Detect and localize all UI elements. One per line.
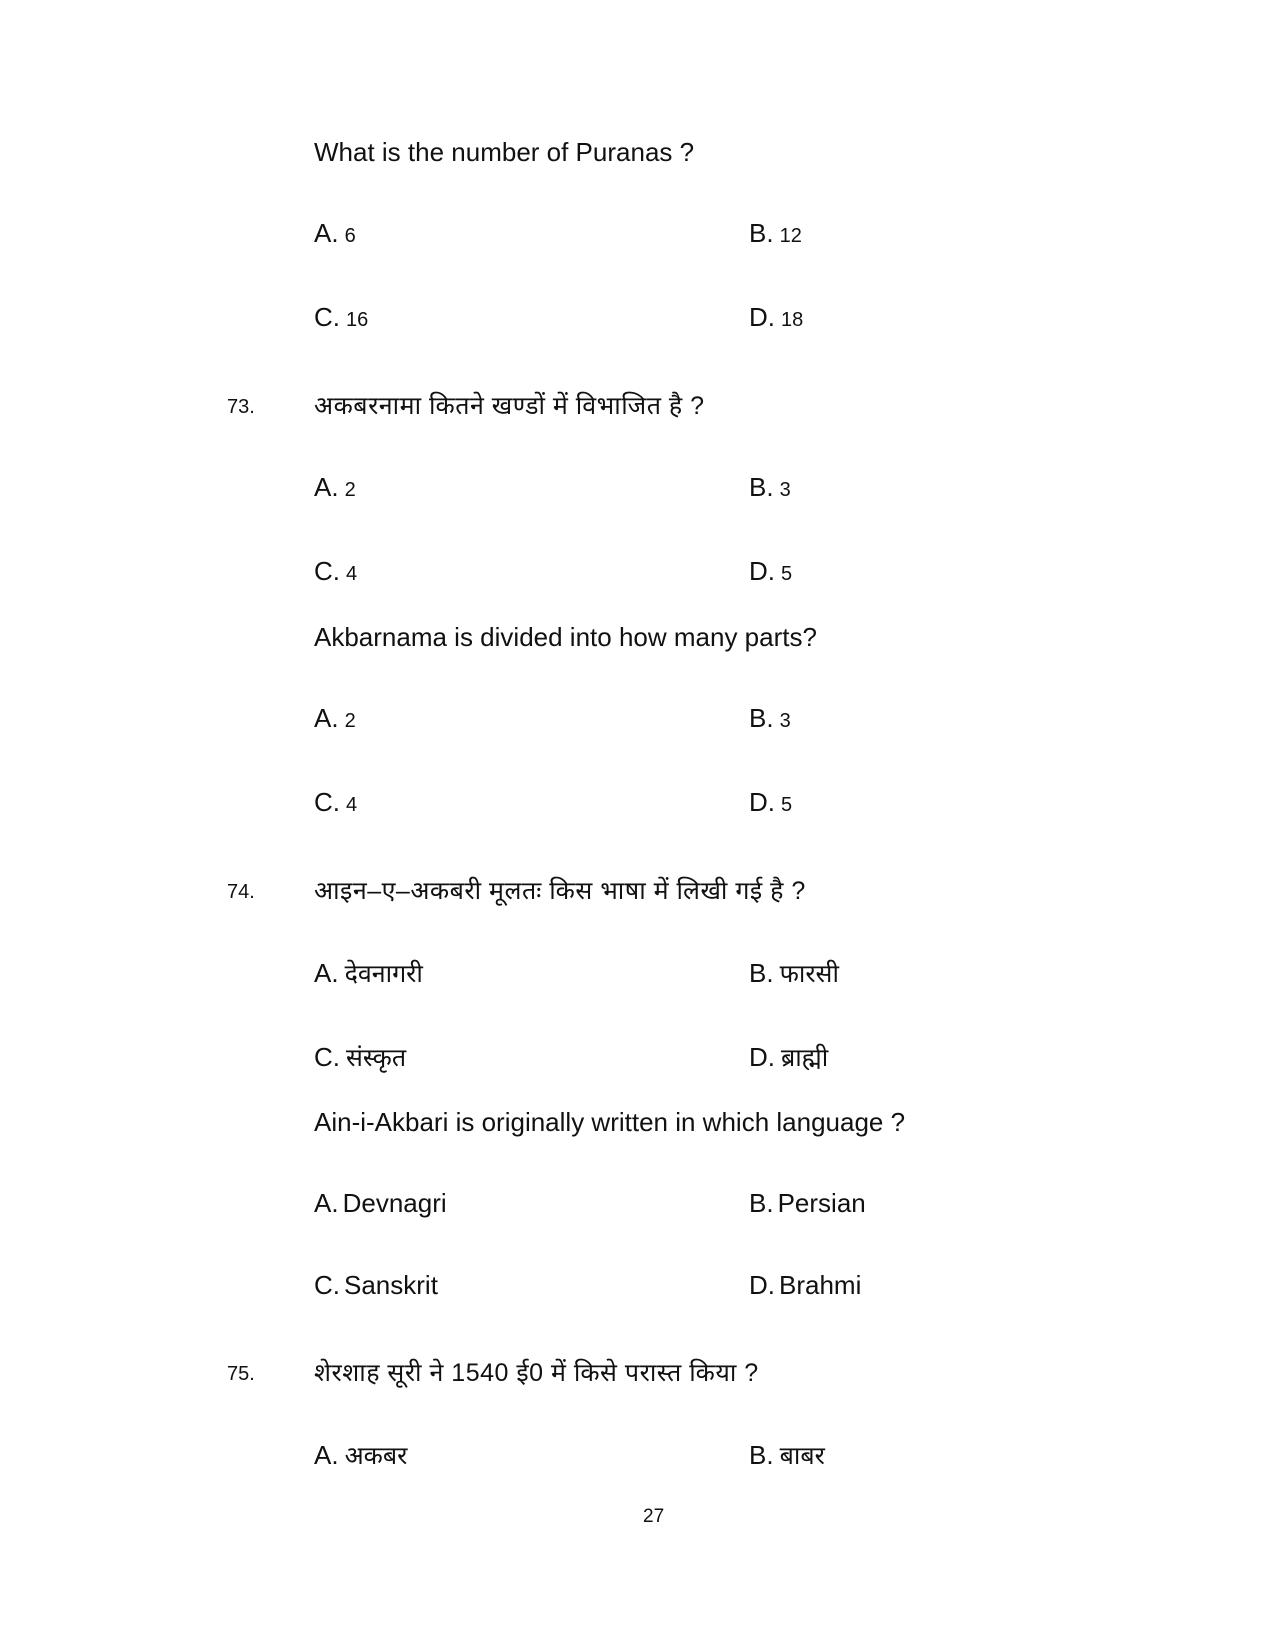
option-a [314,703,356,734]
option-letter: D. [749,302,775,332]
question-text: Ain-i-Akbari is originally written in which language ? [314,1107,906,1137]
option-letter: A. [314,218,339,248]
option-value: 18 [781,309,804,331]
option-b [749,472,791,503]
option-letter: B. [749,472,774,502]
option-value: Brahmi [779,1270,862,1300]
option-value: फारसी [779,960,839,988]
question-text: Akbarnama is divided into how many parts? [314,622,817,652]
option-a [314,472,356,503]
option-a [314,956,423,990]
option-a [314,218,356,249]
option-value: 2 [344,479,356,501]
option-value: संस्कृत [346,1044,407,1072]
option-value: 2 [344,710,356,732]
option-value: अकबर [344,1442,408,1470]
option-b [749,703,791,734]
option-value: 5 [781,794,793,816]
option-value: Devnagri [342,1188,447,1218]
question-number: 74. [227,881,255,903]
option-letter: A. [314,472,339,502]
option-value: Persian [777,1188,866,1218]
question-text: अकबरनामा कितने खण्डों में विभाजित है ? [314,392,705,420]
option-value: देवनागरी [344,960,423,988]
option-c [314,556,357,587]
option-d [749,1270,861,1301]
option-b [749,956,839,990]
option-letter: A. [314,1440,339,1470]
option-letter: B. [749,1188,774,1218]
option-value: 12 [779,225,802,247]
option-letter: B. [749,703,774,733]
option-letter: D. [749,1270,775,1300]
option-value: ब्राह्मी [781,1044,829,1072]
option-value: 6 [344,225,356,247]
option-value: 4 [346,563,358,585]
option-value: 4 [346,794,358,816]
option-letter: B. [749,1440,774,1470]
option-letter: C. [314,787,340,817]
option-c [314,302,368,333]
option-value: 3 [779,479,791,501]
option-letter: C. [314,1270,340,1300]
option-a [314,1188,447,1219]
option-value: Sanskrit [344,1270,438,1300]
option-d [749,1040,828,1074]
option-letter: B. [749,958,774,988]
option-c [314,787,357,818]
option-c [314,1270,438,1301]
option-letter: C. [314,556,340,586]
option-b [749,218,802,249]
option-value: 16 [346,309,369,331]
option-letter: A. [314,1188,339,1218]
page-number: 27 [643,1506,665,1527]
option-d [749,787,792,818]
option-letter: A. [314,958,339,988]
option-b [749,1438,825,1472]
option-value: बाबर [779,1442,825,1470]
option-a [314,1438,407,1472]
option-letter: C. [314,302,340,332]
option-letter: A. [314,703,339,733]
option-letter: D. [749,556,775,586]
option-d [749,556,792,587]
question-text: आइन–ए–अकबरी मूलतः किस भाषा में लिखी गई है ? [314,877,806,905]
option-value: 5 [781,563,793,585]
question-number: 75. [227,1363,255,1385]
option-d [749,302,803,333]
option-letter: D. [749,1042,775,1072]
option-letter: D. [749,787,775,817]
question-text: What is the number of Puranas ? [314,137,695,167]
question-number: 73. [227,396,255,418]
option-b [749,1188,866,1219]
option-c [314,1040,406,1074]
option-value: 3 [779,710,791,732]
option-letter: C. [314,1042,340,1072]
question-text: शेरशाह सूरी ने 1540 ई0 में किसे परास्त किया ? [314,1359,759,1387]
option-letter: B. [749,218,774,248]
